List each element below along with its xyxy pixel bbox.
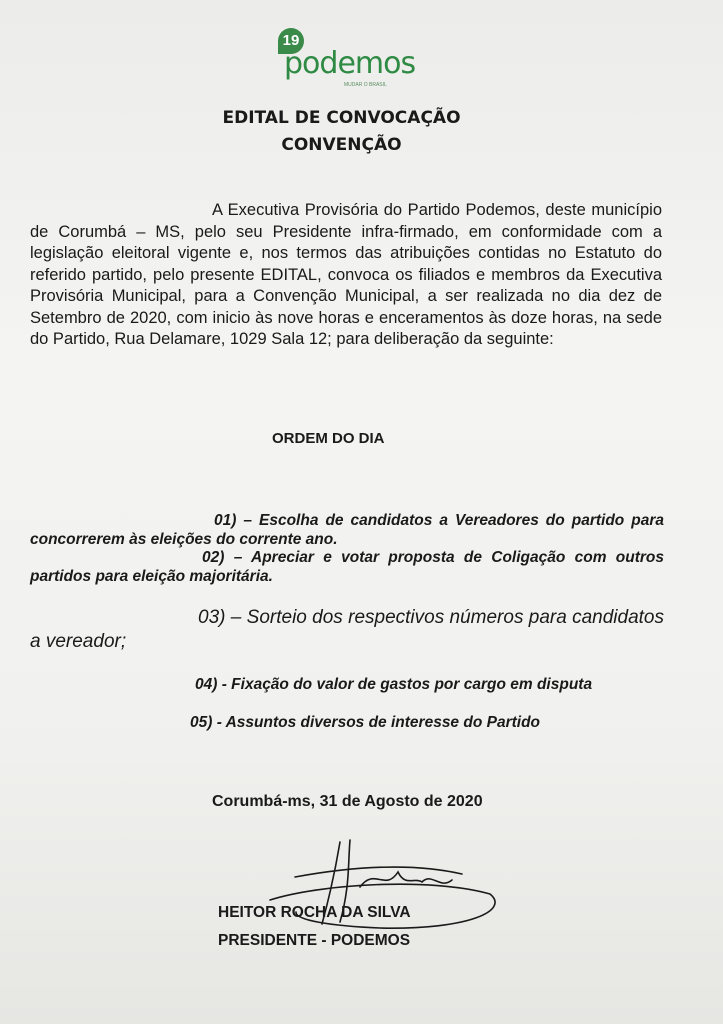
body-paragraph: A Executiva Provisória do Partido Podemos, deste município de Corumbá – MS, pelo seu Presidente infra-firmado, em conformidade com a legislação eleitoral vigente e, nos termos das atribuições contidas no Estatuto do referido partido, pelo presente EDITAL, convoca os filiados e membros da Executiva Provisória Municipal, para a Convenção Municipal, a ser realizada no dia dez de Setembro de 2020, com inicio às nove horas e enceramentos às doze horas, na sede do Partido, Rua Delamare, 1029 Sala 12; para deliberação da seguinte: — [30, 201, 662, 348]
agenda-item-2: 02) – Apreciar e votar proposta de Coligação com outros partidos para eleição majoritária. — [30, 549, 664, 585]
signatory-name: HEITOR ROCHA DA SILVA — [218, 904, 411, 921]
document-subtitle: CONVENÇÃO — [281, 135, 402, 155]
agenda-item-3: 03) – Sorteio dos respectivos números para candidatos a vereador; — [30, 607, 664, 652]
logo-name: podemos — [284, 46, 416, 81]
agenda-item-4: 04) - Fixação do valor de gastos por cargo em disputa — [195, 676, 593, 693]
document-title: EDITAL DE CONVOCAÇÃO — [222, 108, 461, 128]
agenda-heading: ORDEM DO DIA — [272, 430, 385, 447]
signatory-role: PRESIDENTE - PODEMOS — [218, 932, 411, 949]
logo-number: 19 — [278, 28, 304, 54]
party-logo — [278, 28, 416, 88]
document-date: Corumbá-ms, 31 de Agosto de 2020 — [212, 793, 483, 810]
agenda-item-5: 05) - Assuntos diversos de interesse do Partido — [190, 714, 540, 731]
logo-tagline: MUDAR O BRASIL — [344, 82, 387, 88]
agenda-item-1: 01) – Escolha de candidatos a Vereadores do partido para concorrerem às eleições do corrente ano. — [30, 512, 664, 548]
